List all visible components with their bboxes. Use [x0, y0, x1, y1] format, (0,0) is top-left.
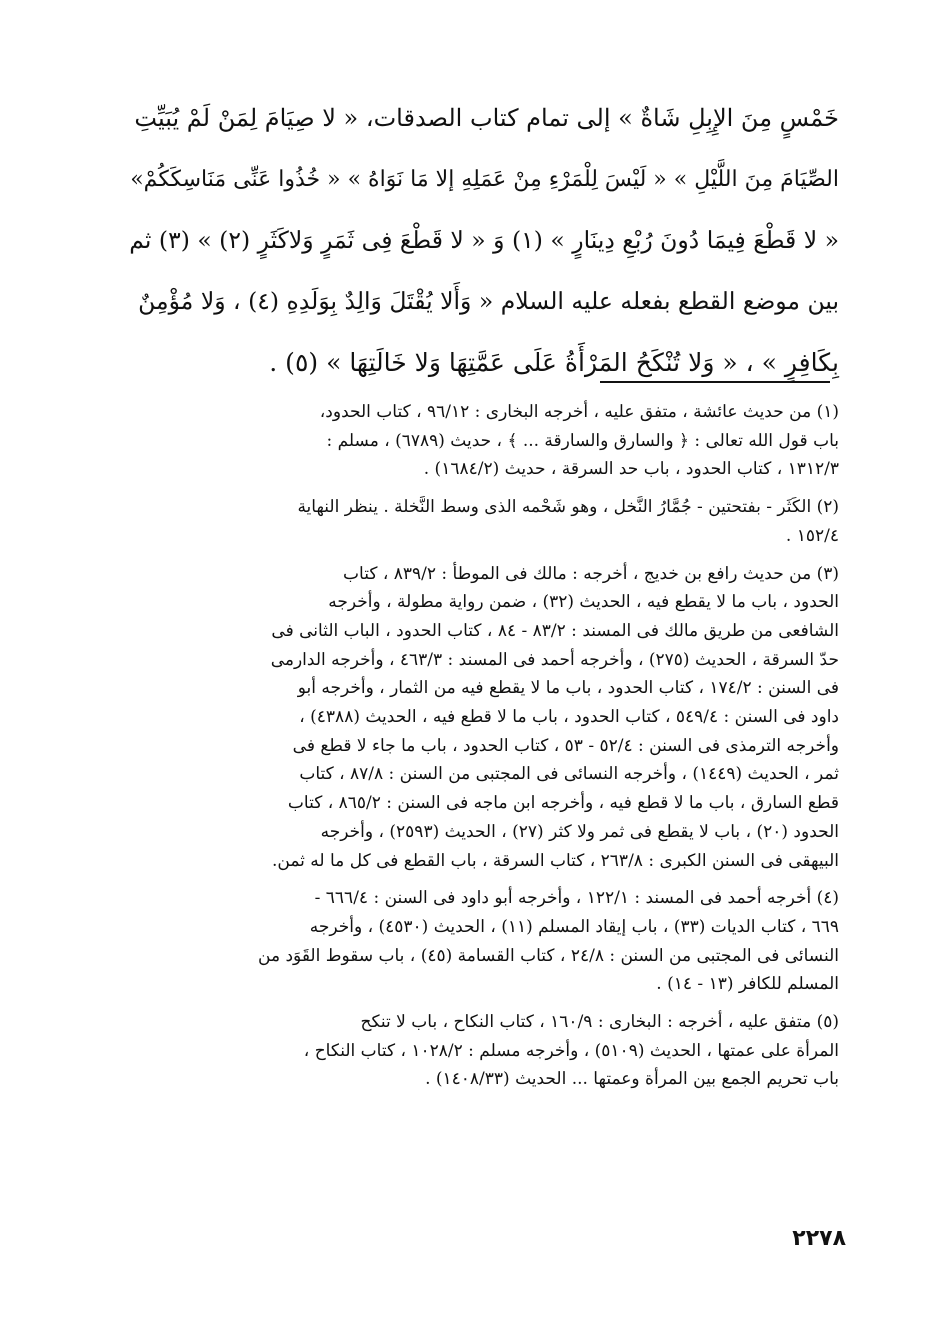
footnote-line: حدّ السرقة ، الحديث (٢٧٥) ، وأخرجه أحمد فى المسند : ٤٦٣/٣ ، وأخرجه الدارمى — [270, 649, 839, 670]
footnote-line: المرأة على عمتها ، الحديث (٥١٠٩) ، وأخرجه مسلم : ١٠٢٨/٢ ، كتاب النكاح ، — [303, 1040, 839, 1061]
main-text — [125, 88, 839, 393]
footnote-line: قطع السارق ، باب ما لا قطع فيه ، وأخرجه ابن ماجه فى السنن : ٨٦٥/٢ ، كتاب — [287, 793, 839, 814]
footnote-line: باب قول الله تعالى : ﴿ والسارق والسارقة ... ﴾ ، حديث (٦٧٨٩) ، مسلم : — [326, 430, 839, 451]
footnote-2 — [125, 493, 839, 550]
footnote-line: الحدود ، باب ما لا يقطع فيه ، الحديث (٣٢) ، ضمن رواية مطولة ، وأخرجه — [328, 592, 839, 613]
footnote-5 — [125, 1008, 839, 1094]
footnote-line: ٦٦٩ ، كتاب الديات (٣٣) ، باب إيقاد المسلم (١١) ، الحديث (٤٥٣٠) ، وأخرجه — [309, 916, 839, 937]
footnote-1 — [125, 398, 839, 484]
main-text-line: « لا قَطْعَ فِيمَا دُونَ رُبْعِ دِينَارٍ » (١) وَ « لا قَطْعَ فِى ثَمَرٍ وَلاكَثَرٍ (٢) » (٣) ثم — [129, 226, 839, 254]
footnote-line: (١) من حديث عائشة ، متفق عليه ، أخرجه البخارى : ٩٦/١٢ ، كتاب الحدود، — [319, 402, 839, 422]
footnote-line: النسائى فى المجتبى من السنن : ٢٤/٨ ، كتاب القسامة (٤٥) ، باب سقوط القَوَد من — [258, 945, 839, 966]
footnote-line: (٢) الكَثَر - بفتحتين - جُمَّارُ النَّخل ، وهو شَحْمه الذى وسط النَّخلة . ينظر النهاية — [297, 497, 839, 518]
footnote-line: الشافعى من طريق مالك فى المسند : ٨٣/٢ - ٨٤ ، كتاب الحدود ، الباب الثانى فى — [271, 620, 839, 641]
footnote-line: فى السنن : ١٧٤/٢ ، كتاب الحدود ، باب ما لا يقطع فيه من الثمار ، وأخرجه أبو — [297, 678, 839, 699]
footnote-line: (٤) أخرجه أحمد فى المسند : ١٢٢/١ ، وأخرجه أبو داود فى السنن : ٦٦٦/٤ - — [314, 888, 839, 909]
footnote-3 — [125, 560, 839, 876]
footnote-line: ثمر ، الحديث (١٤٤٩) ، وأخرجه النسائى فى المجتبى من السنن : ٨٧/٨ ، كتاب — [299, 764, 839, 785]
footnote-line: الحدود (٢٠) ، باب لا يقطع فى ثمر ولا كثر (٢٧) ، الحديث (٢٥٩٣) ، وأخرجه — [320, 821, 839, 842]
main-text-line: الصِّيَامَ مِنَ اللَّيْلِ » « لَيْسَ لِلْمَرْءِ مِنْ عَمَلِهِ إلا مَا نَوَاهُ » « خُذُوا عَنِّى مَنَاسِكَكُمْ» — [130, 167, 839, 192]
footnote-line: داود فى السنن : ٥٤٩/٤ ، كتاب الحدود ، باب ما لا قطع فيه ، الحديث (٤٣٨٨) ، — [299, 707, 839, 728]
footnote-line: وأخرجه الترمذى فى السنن : ٥٢/٤ - ٥٣ ، كتاب الحدود ، باب ما جاء لا قطع فى — [292, 735, 839, 756]
footnotes — [125, 398, 839, 1094]
footnote-line: ١٥٢/٤ . — [785, 525, 839, 546]
footnote-line: باب تحريم الجمع بين المرأة وعمتها ... الحديث (١٤٠٨/٣٣) . — [425, 1069, 839, 1090]
footnote-4 — [125, 884, 839, 999]
footnote-separator — [600, 381, 830, 383]
footnote-line: المسلم للكافر (١٣ - ١٤) . — [656, 974, 839, 995]
main-text-line: بين موضع القطع بفعله عليه السلام « وَأَلا يُقْتَلَ وَالِدٌ بِوَلَدِهِ (٤) ، وَلا مُؤْمِنٌ — [138, 287, 839, 315]
page-number: ٢٢٧٨ — [792, 1226, 846, 1251]
main-text-line: خَمْسٍ مِنَ الإِبِلِ شَاةٌ » إلى تمام كتاب الصدقات، « لا صِيَامَ لِمَنْ لَمْ يُبَيِّتِ — [134, 104, 839, 132]
footnote-line: البيهقى فى السنن الكبرى : ٢٦٣/٨ ، كتاب السرقة ، باب القطع فى كل ما له ثمن. — [272, 850, 839, 871]
footnote-line: (٣) من حديث رافع بن خديج ، أخرجه : مالك فى الموطأ : ٨٣٩/٢ ، كتاب — [343, 563, 839, 584]
footnote-line: ١٣١٢/٣ ، كتاب الحدود ، باب حد السرقة ، حديث (١٦٨٤/٢) . — [423, 459, 839, 480]
main-text-line: بِكَافِرٍ » ، « وَلا تُنْكَحُ المَرْأَةُ عَلَى عَمَّتِهَا وَلا خَالَتِهَا » (٥) . — [269, 348, 839, 377]
footnote-line: (٥) متفق عليه ، أخرجه : البخارى : ١٦٠/٩ ، كتاب النكاح ، باب لا تنكح — [360, 1012, 839, 1033]
